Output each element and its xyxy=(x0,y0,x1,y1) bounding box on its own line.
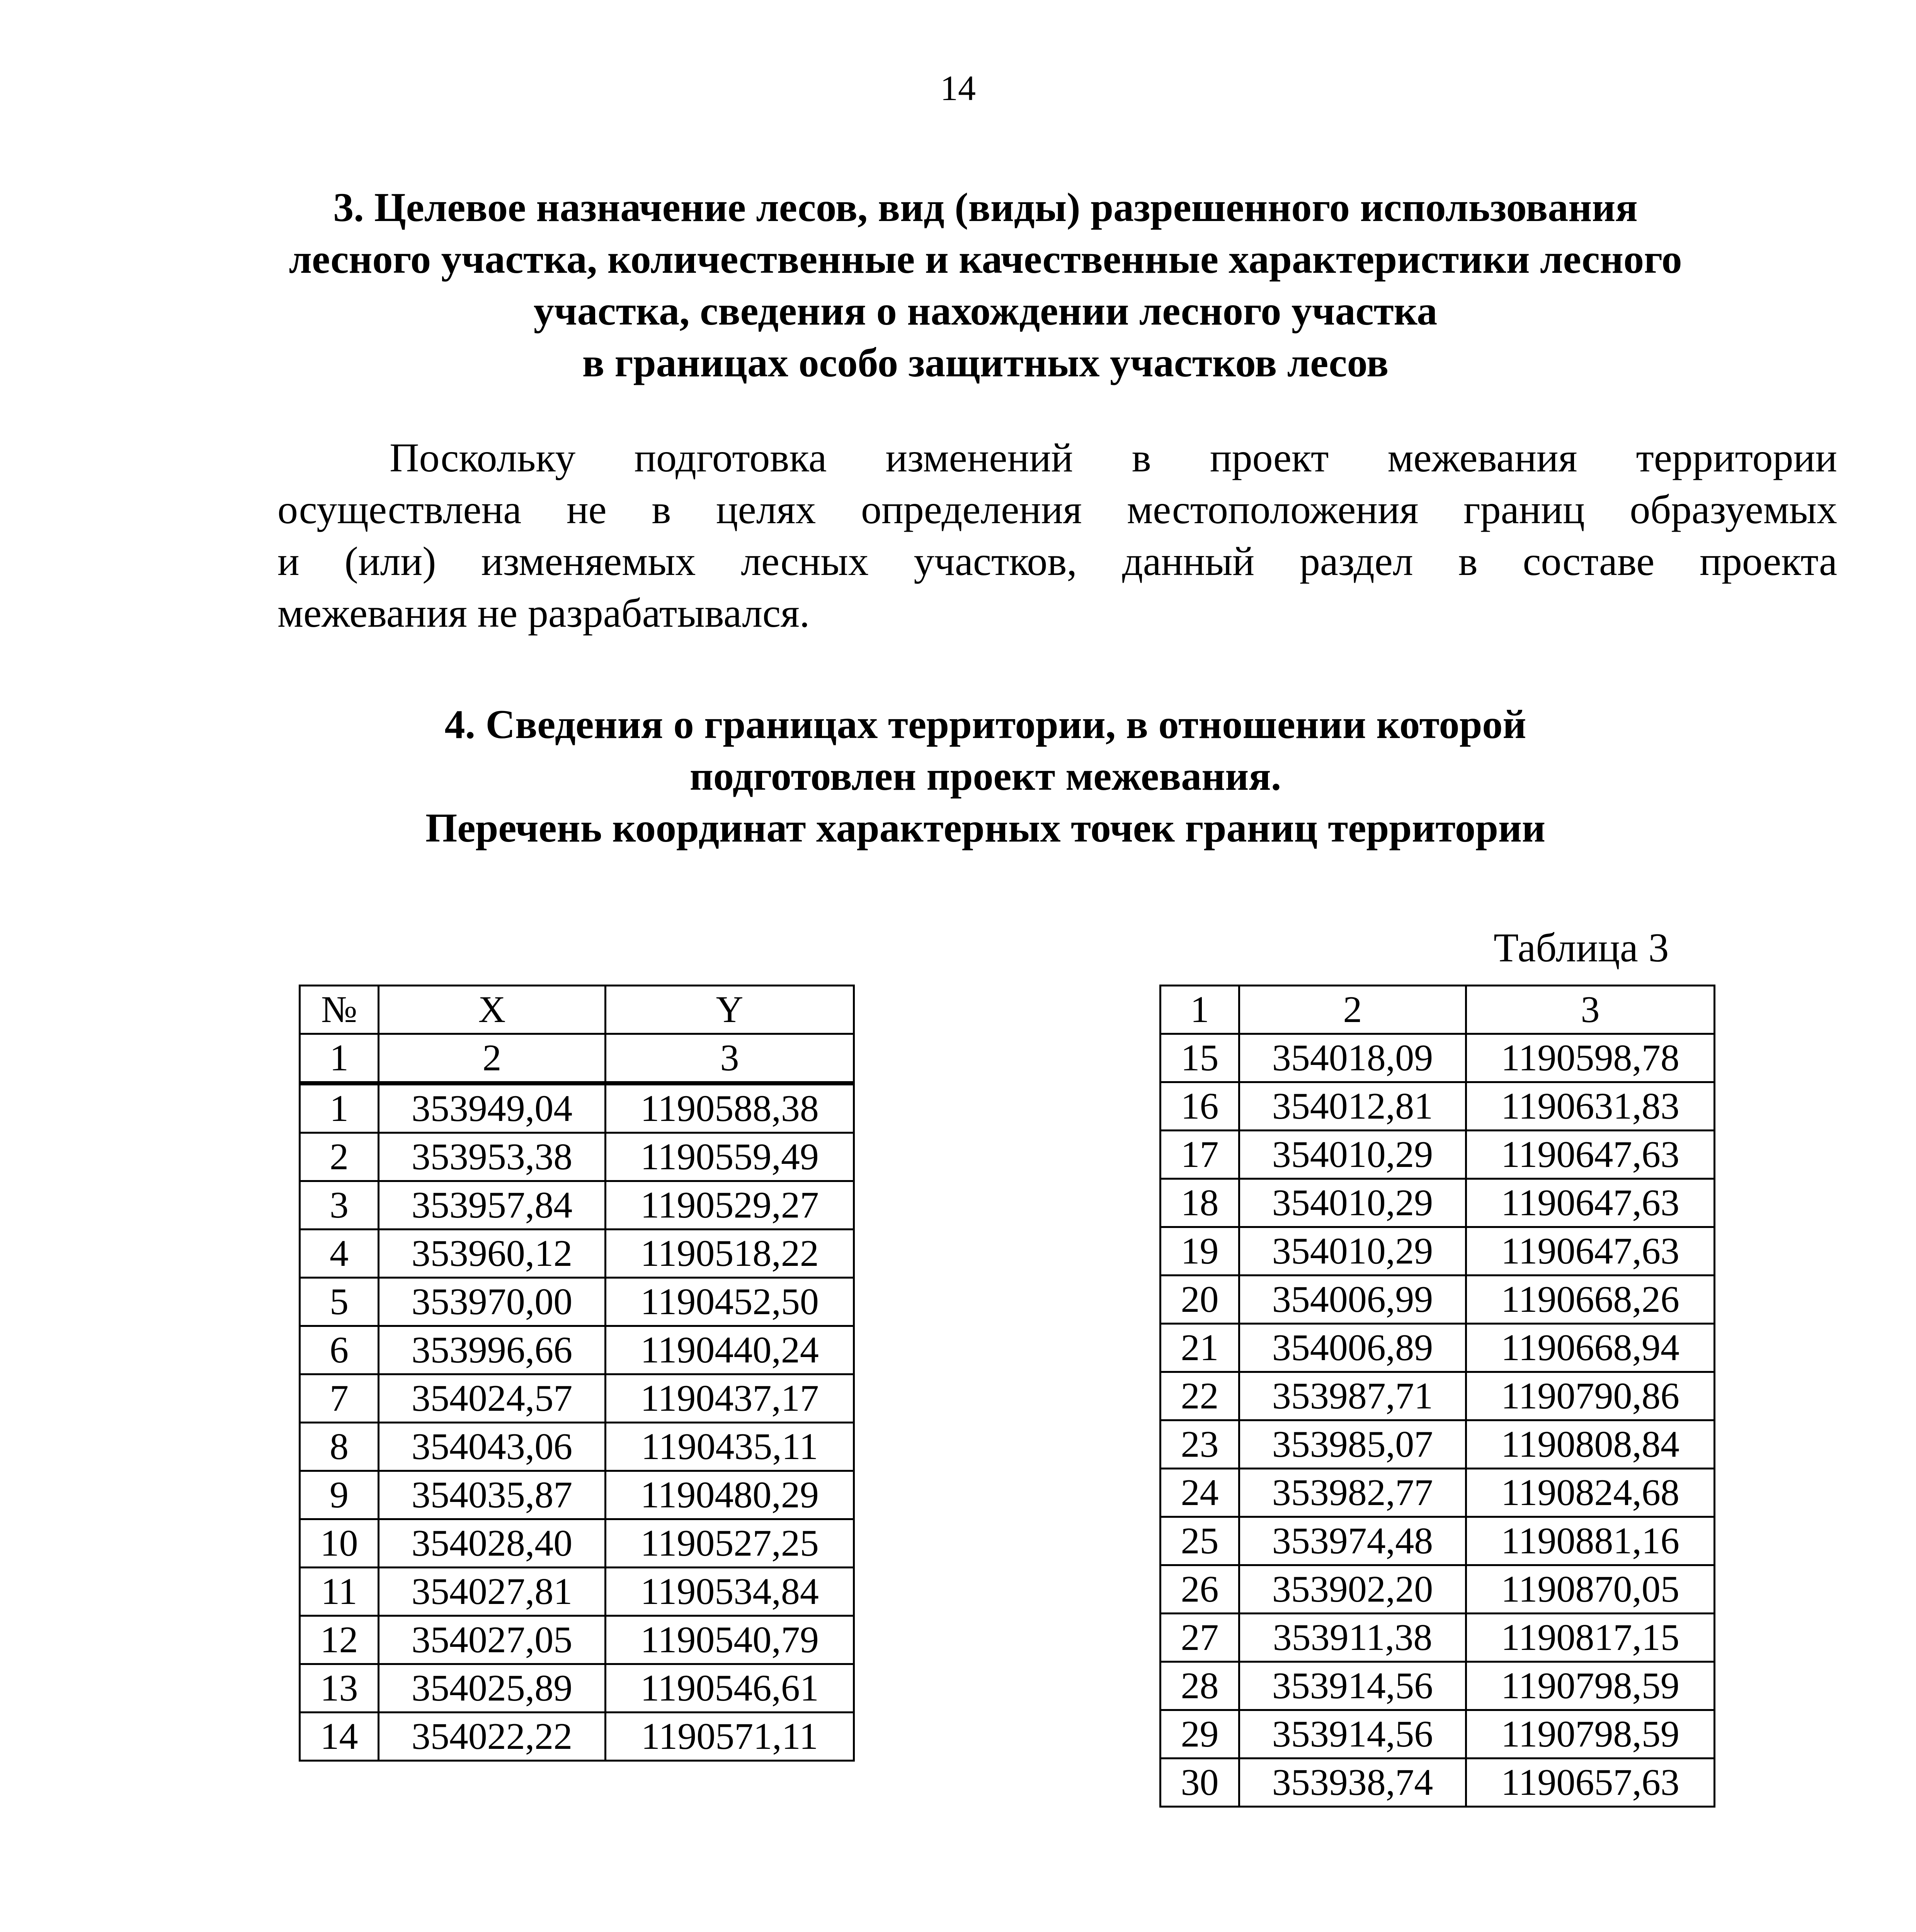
table-row xyxy=(300,1181,854,1230)
table-row xyxy=(300,1326,854,1374)
table-cell: 1190588,38 xyxy=(606,1083,854,1133)
table-row xyxy=(300,1568,854,1616)
section3-title-line: участка, сведения о нахождении лесного участка xyxy=(533,288,1438,333)
table-cell: 2 xyxy=(379,1034,606,1083)
section4-title-line: Перечень координат характерных точек границ территории xyxy=(425,805,1546,850)
table-cell: 354024,57 xyxy=(379,1374,606,1423)
table-cell: 19 xyxy=(1160,1227,1239,1276)
table-cell: 1190527,25 xyxy=(606,1519,854,1568)
table-row xyxy=(1160,1227,1715,1276)
table-row xyxy=(300,1230,854,1278)
table-cell: 1190647,63 xyxy=(1466,1227,1715,1276)
table-row xyxy=(1160,1469,1715,1517)
coordinates-table-left xyxy=(299,985,855,1762)
table-cell: 2 xyxy=(1239,986,1466,1034)
table-cell: 354006,89 xyxy=(1239,1324,1466,1372)
table-cell: 13 xyxy=(300,1664,379,1713)
table-cell: № xyxy=(300,986,379,1034)
table-row xyxy=(1160,1179,1715,1227)
table-cell: 11 xyxy=(300,1568,379,1616)
table-row xyxy=(1160,1372,1715,1420)
paragraph-line: Поскольку подготовка изменений в проект межевания территории xyxy=(390,435,1837,480)
section4-title-line: 4. Сведения о границах территории, в отношении которой xyxy=(444,702,1526,747)
table-cell: 1190798,59 xyxy=(1466,1710,1715,1759)
table-cell: 14 xyxy=(300,1713,379,1761)
table-row xyxy=(300,1471,854,1519)
table-numbering-row xyxy=(300,1034,854,1083)
table-cell: 1190824,68 xyxy=(1466,1469,1715,1517)
table-row xyxy=(1160,1131,1715,1179)
table-cell: 353985,07 xyxy=(1239,1420,1466,1469)
table-cell: 27 xyxy=(1160,1614,1239,1662)
table-cell: 1190817,15 xyxy=(1466,1614,1715,1662)
table-cell: 22 xyxy=(1160,1372,1239,1420)
table-cell: 1 xyxy=(300,1083,379,1133)
coordinates-table-right xyxy=(1159,985,1715,1808)
table-row xyxy=(1160,1614,1715,1662)
table-cell: 1190790,86 xyxy=(1466,1372,1715,1420)
table-cell: 1190657,63 xyxy=(1466,1759,1715,1807)
table-cell: 353982,77 xyxy=(1239,1469,1466,1517)
table-cell: 3 xyxy=(1466,986,1715,1034)
table-cell: 1190870,05 xyxy=(1466,1565,1715,1614)
table-cell: 18 xyxy=(1160,1179,1239,1227)
table-cell: 354027,81 xyxy=(379,1568,606,1616)
section3-title-line: 3. Целевое назначение лесов, вид (виды) разрешенного использования xyxy=(333,185,1638,230)
table-cell: 6 xyxy=(300,1326,379,1374)
table-cell: 354025,89 xyxy=(379,1664,606,1713)
table-cell: 354028,40 xyxy=(379,1519,606,1568)
table-cell: 353911,38 xyxy=(1239,1614,1466,1662)
table-cell: 23 xyxy=(1160,1420,1239,1469)
paragraph-line: и (или) изменяемых лесных участков, данный раздел в составе проекта xyxy=(277,539,1837,584)
table-cell: 354043,06 xyxy=(379,1423,606,1471)
table-cell: 354027,05 xyxy=(379,1616,606,1664)
table-cell: 1190798,59 xyxy=(1466,1662,1715,1710)
table-cell: 20 xyxy=(1160,1276,1239,1324)
table-row xyxy=(300,1374,854,1423)
table-row xyxy=(1160,1324,1715,1372)
table-cell: 15 xyxy=(1160,1034,1239,1082)
table-cell: 353996,66 xyxy=(379,1326,606,1374)
table-cell: 1190631,83 xyxy=(1466,1082,1715,1131)
table-cell: 3 xyxy=(300,1181,379,1230)
table-row xyxy=(1160,1759,1715,1807)
table-cell: 354022,22 xyxy=(379,1713,606,1761)
table-row xyxy=(1160,1276,1715,1324)
table-cell: 353957,84 xyxy=(379,1181,606,1230)
table-cell: 1190571,11 xyxy=(606,1713,854,1761)
section3-paragraph xyxy=(277,432,1837,639)
table-row xyxy=(300,1664,854,1713)
table-row xyxy=(1160,1662,1715,1710)
table-cell: 17 xyxy=(1160,1131,1239,1179)
table-cell: 1190546,61 xyxy=(606,1664,854,1713)
table-cell: 1190647,63 xyxy=(1466,1179,1715,1227)
table-cell: 30 xyxy=(1160,1759,1239,1807)
table-cell: 2 xyxy=(300,1133,379,1181)
table-cell: 1190440,24 xyxy=(606,1326,854,1374)
table-cell: 1190647,63 xyxy=(1466,1131,1715,1179)
table-cell: 354010,29 xyxy=(1239,1227,1466,1276)
paragraph-line: осуществлена не в целях определения местоположения границ образуемых xyxy=(277,487,1837,532)
table-cell: 3 xyxy=(606,1034,854,1083)
section3-title-line: в границах особо защитных участков лесов xyxy=(582,340,1389,385)
table-cell: 16 xyxy=(1160,1082,1239,1131)
table-row xyxy=(300,1083,854,1133)
table-cell: 1 xyxy=(1160,986,1239,1034)
table-cell: 29 xyxy=(1160,1710,1239,1759)
table-cell: 1190668,94 xyxy=(1466,1324,1715,1372)
table-caption: Таблица 3 xyxy=(1494,925,1669,970)
table-cell: 353902,20 xyxy=(1239,1565,1466,1614)
table-cell: 1190808,84 xyxy=(1466,1420,1715,1469)
table-cell: 353960,12 xyxy=(379,1230,606,1278)
table-cell: X xyxy=(379,986,606,1034)
table-cell: 353914,56 xyxy=(1239,1662,1466,1710)
section3-title xyxy=(155,182,1816,389)
table-row xyxy=(1160,1082,1715,1131)
table-cell: 1190480,29 xyxy=(606,1471,854,1519)
table-cell: 12 xyxy=(300,1616,379,1664)
table-cell: 5 xyxy=(300,1278,379,1326)
table-cell: 1 xyxy=(300,1034,379,1083)
table-cell: 9 xyxy=(300,1471,379,1519)
table-cell: 1190529,27 xyxy=(606,1181,854,1230)
table-row xyxy=(300,1278,854,1326)
table-cell: 354010,29 xyxy=(1239,1179,1466,1227)
table-row xyxy=(1160,1710,1715,1759)
table-header-row xyxy=(300,986,854,1034)
table-cell: 1190452,50 xyxy=(606,1278,854,1326)
table-cell: 354006,99 xyxy=(1239,1276,1466,1324)
table-cell: 353970,00 xyxy=(379,1278,606,1326)
table-cell: 10 xyxy=(300,1519,379,1568)
table-cell: 26 xyxy=(1160,1565,1239,1614)
table-row xyxy=(1160,1565,1715,1614)
table-cell: 1190435,11 xyxy=(606,1423,854,1471)
table-cell: 353938,74 xyxy=(1239,1759,1466,1807)
table-row xyxy=(1160,1420,1715,1469)
table-cell: 21 xyxy=(1160,1324,1239,1372)
table-row xyxy=(300,1423,854,1471)
paragraph-line: межевания не разрабатывался. xyxy=(277,590,810,636)
table-cell: 353953,38 xyxy=(379,1133,606,1181)
table-cell: 354035,87 xyxy=(379,1471,606,1519)
table-row xyxy=(300,1616,854,1664)
table-cell: 8 xyxy=(300,1423,379,1471)
table-numbering-row xyxy=(1160,986,1715,1034)
table-row xyxy=(1160,1517,1715,1565)
table-cell: 353949,04 xyxy=(379,1083,606,1133)
table-cell: 1190559,49 xyxy=(606,1133,854,1181)
table-cell: 1190598,78 xyxy=(1466,1034,1715,1082)
table-cell: 354010,29 xyxy=(1239,1131,1466,1179)
section4-title-line: подготовлен проект межевания. xyxy=(689,753,1281,799)
table-cell: 1190437,17 xyxy=(606,1374,854,1423)
table-row xyxy=(300,1713,854,1761)
table-cell: Y xyxy=(606,986,854,1034)
table-cell: 354018,09 xyxy=(1239,1034,1466,1082)
table-row xyxy=(1160,1034,1715,1082)
section4-title xyxy=(155,699,1816,854)
table-row xyxy=(300,1519,854,1568)
table-cell: 24 xyxy=(1160,1469,1239,1517)
table-cell: 354012,81 xyxy=(1239,1082,1466,1131)
table-cell: 4 xyxy=(300,1230,379,1278)
table-cell: 353987,71 xyxy=(1239,1372,1466,1420)
table-cell: 1190518,22 xyxy=(606,1230,854,1278)
table-row xyxy=(300,1133,854,1181)
table-cell: 25 xyxy=(1160,1517,1239,1565)
table-cell: 28 xyxy=(1160,1662,1239,1710)
table-cell: 1190534,84 xyxy=(606,1568,854,1616)
table-cell: 1190668,26 xyxy=(1466,1276,1715,1324)
table-cell: 1190540,79 xyxy=(606,1616,854,1664)
table-cell: 353914,56 xyxy=(1239,1710,1466,1759)
table-cell: 1190881,16 xyxy=(1466,1517,1715,1565)
section3-title-line: лесного участка, количественные и качественные характеристики лесного xyxy=(289,236,1682,282)
page-number: 14 xyxy=(940,68,976,108)
table-cell: 353974,48 xyxy=(1239,1517,1466,1565)
table-cell: 7 xyxy=(300,1374,379,1423)
